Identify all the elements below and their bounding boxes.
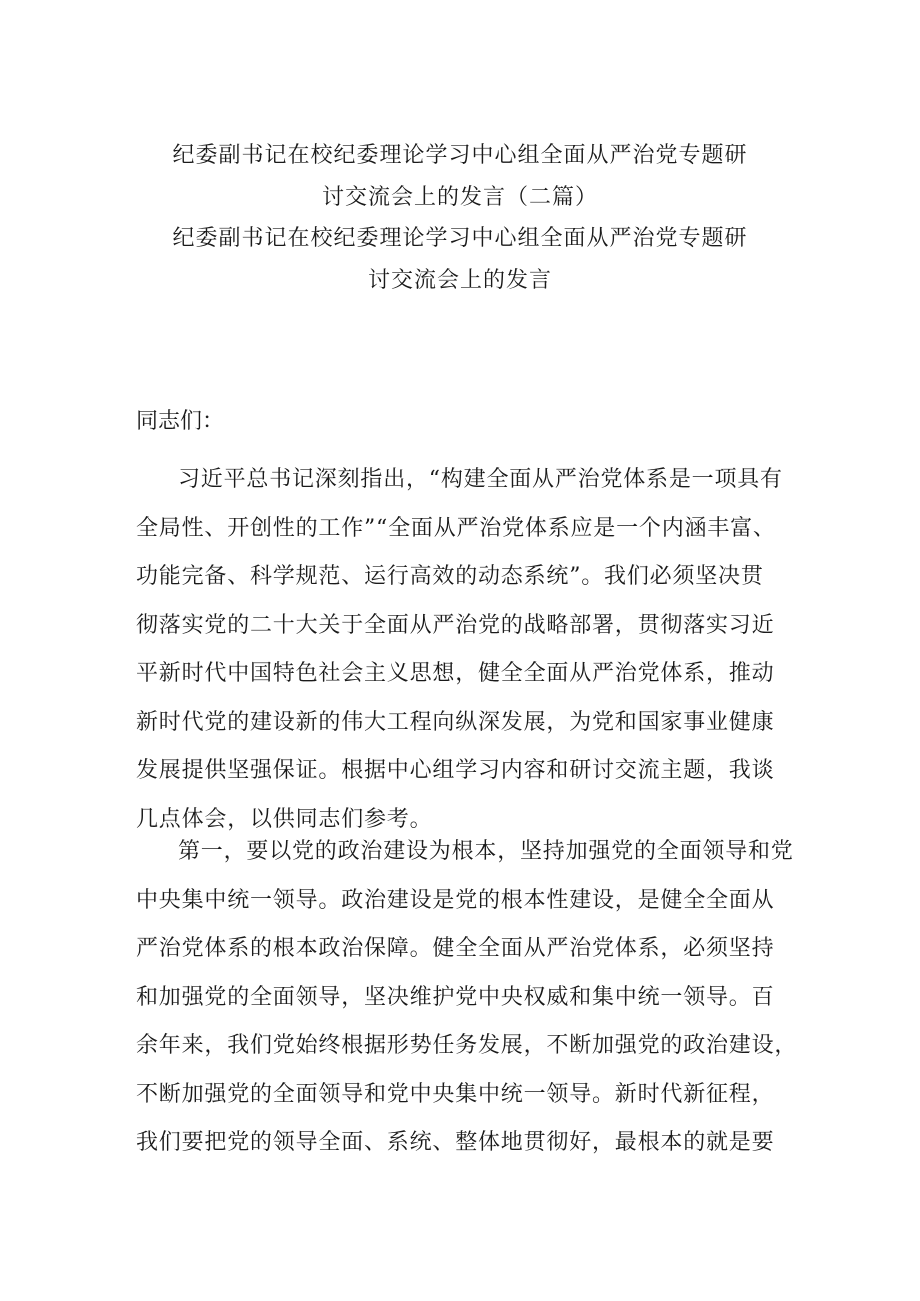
paragraph-line: 余年来，我们党始终根据形势任务发展，不断加强党的政治建设， [136, 1033, 798, 1058]
paragraph-line: 新时代党的建设新的伟大工程向纵深发展，为党和国家事业健康 [136, 709, 775, 735]
salutation: 同志们： [136, 409, 225, 434]
title-line: 讨交流会上的发言（二篇） [321, 185, 598, 210]
paragraph-line: 和加强党的全面领导，坚决维护党中央权威和集中统一领导。百 [136, 984, 775, 1010]
paragraph-line: 几点体会，以供同志们参考。 [136, 806, 433, 832]
paragraph-line: 第一，要以党的政治建设为根本，坚持加强党的全面领导和党 [178, 839, 794, 864]
paragraph-line: 我们要把党的领导全面、系统、整体地贯彻好，最根本的就是要 [136, 1130, 775, 1155]
paragraph-line: 习近平总书记深刻指出，“构建全面从严治党体系是一项具有 [178, 467, 783, 492]
paragraph-line: 全局性、开创性的工作”“全面从严治党体系应是一个内涵丰富、 [136, 515, 776, 541]
paragraph-line: 平新时代中国特色社会主义思想，健全全面从严治党体系，推动 [136, 661, 775, 686]
paragraph-line: 中央集中统一领导。政治建设是党的根本性建设，是健全全面从 [136, 887, 775, 913]
paragraph-line: 彻落实党的二十大关于全面从严治党的战略部署，贯彻落实习近 [136, 612, 775, 638]
title-line: 纪委副书记在校纪委理论学习中心组全面从严治党专题研 [172, 226, 748, 251]
paragraph-line: 功能完备、科学规范、运行高效的动态系统”。我们必须坚决贯 [136, 564, 764, 589]
paragraph-line: 不断加强党的全面领导和党中央集中统一领导。新时代新征程， [136, 1081, 775, 1107]
title-line: 讨交流会上的发言 [367, 268, 552, 293]
paragraph-intro [136, 462, 796, 850]
paragraph-line: 发展提供坚强保证。根据中心组学习内容和研讨交流主题，我谈 [136, 758, 775, 783]
title-line: 纪委副书记在校纪委理论学习中心组全面从严治党专题研 [172, 143, 748, 168]
document-title [0, 138, 920, 299]
paragraph-first-point [136, 834, 796, 1174]
paragraph-line: 严治党体系的根本政治保障。健全全面从严治党体系，必须坚持 [136, 936, 775, 961]
